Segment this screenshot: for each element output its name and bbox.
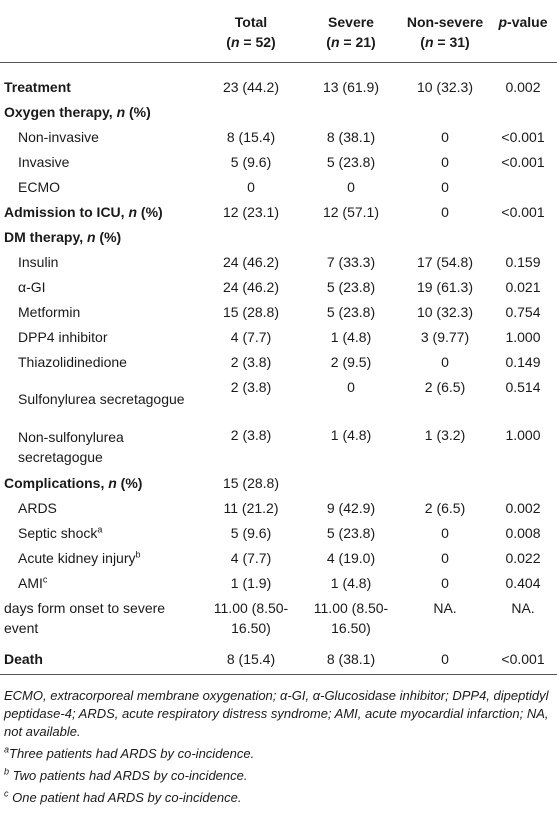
total-cell: 5 (9.6) [230, 525, 272, 541]
table-row [0, 175, 557, 200]
total-cell: 24 (46.2) [222, 279, 280, 295]
nonsevere-cell [401, 225, 489, 250]
severe-cell: 8 (38.1) [326, 650, 376, 667]
nonsevere-cell: 10 (32.3) [416, 304, 474, 320]
header-severe-title: Severe [328, 14, 374, 30]
nonsevere-cell: 0 [441, 650, 449, 667]
footnote-c [4, 789, 553, 807]
footnote-a [4, 745, 553, 763]
table-footnotes [0, 675, 557, 807]
row-label: ECMO [18, 179, 60, 195]
table-row [0, 471, 557, 496]
nonsevere-cell: 0 [441, 575, 449, 591]
pvalue-cell: 0.754 [505, 304, 541, 320]
table-body [0, 62, 557, 674]
table-row [0, 325, 557, 350]
footnote-a-text: Three patients had ARDS by co-incidence. [9, 745, 255, 761]
table-row [0, 225, 557, 250]
table-row [0, 375, 557, 423]
severe-cell [301, 471, 401, 496]
severe-cell: 0 [347, 378, 355, 395]
total-cell: 8 (15.4) [226, 129, 276, 145]
row-label: Complications, n (%) [4, 475, 143, 491]
header-severe [301, 0, 401, 62]
nonsevere-cell: 0 [441, 129, 449, 145]
header-nonsevere-n: (n = 31) [420, 34, 470, 50]
total-cell: 4 (7.7) [230, 550, 272, 566]
severe-cell: 1 (4.8) [330, 575, 372, 591]
table-row [0, 423, 557, 471]
severe-cell: 5 (23.8) [326, 279, 376, 295]
header-pvalue-title: p-value [498, 14, 548, 30]
severe-cell: 8 (38.1) [326, 129, 376, 145]
severe-cell [301, 100, 401, 125]
pvalue-cell [489, 471, 557, 496]
pvalue-cell: 0.021 [505, 279, 541, 295]
header-total-n: (n = 52) [226, 34, 276, 50]
row-label: Metformin [18, 304, 81, 320]
pvalue-cell: <0.001 [501, 129, 545, 145]
table-row [0, 300, 557, 325]
total-cell: 12 (23.1) [222, 204, 280, 220]
total-cell: 15 (28.8) [222, 475, 280, 491]
row-label: days form onset to severe event [4, 599, 166, 636]
total-cell: 2 (3.8) [230, 378, 272, 395]
pvalue-cell: <0.001 [501, 650, 545, 667]
severe-cell: 1 (4.8) [330, 426, 372, 443]
abbreviations-note: ECMO, extracorporeal membrane oxygenation; α-GI, α-Glucosidase inhibitor; DPP4, dipeptidyl peptidase-4; ARDS, acute respiratory distress syndrome; AMI, acute myocardial infarction; NA, not available. [4, 687, 549, 739]
header-row [0, 0, 557, 62]
pvalue-cell: 0.514 [505, 378, 541, 395]
table-row [0, 571, 557, 596]
pvalue-cell: 1.000 [505, 426, 541, 443]
total-cell: 8 (15.4) [226, 650, 276, 667]
nonsevere-cell [401, 471, 489, 496]
nonsevere-cell: NA. [433, 599, 457, 616]
severe-cell: 5 (23.8) [326, 525, 376, 541]
footnote-marker: a [97, 524, 103, 535]
table-row [0, 200, 557, 225]
severe-cell: 13 (61.9) [322, 79, 380, 95]
table-row [0, 644, 557, 675]
nonsevere-cell: 10 (32.3) [416, 79, 474, 95]
table-row [0, 150, 557, 175]
severe-cell: 9 (42.9) [326, 500, 376, 516]
footnote-marker: b [135, 549, 141, 560]
nonsevere-cell: 1 (3.2) [424, 426, 466, 443]
nonsevere-cell: 3 (9.77) [420, 329, 470, 345]
pvalue-cell: 0.002 [505, 500, 541, 516]
row-label: α-GI [18, 279, 46, 295]
table-row [0, 62, 557, 100]
nonsevere-cell: 0 [441, 550, 449, 566]
nonsevere-cell: 2 (6.5) [424, 378, 466, 395]
pvalue-cell: 0.149 [505, 354, 541, 370]
row-label: Acute kidney injury$^b$ [18, 549, 141, 566]
total-cell: 1 (1.9) [230, 575, 272, 591]
header-nonsevere [401, 0, 489, 62]
header-label-cell [0, 0, 201, 62]
header-total [201, 0, 301, 62]
total-cell: 4 (7.7) [230, 329, 272, 345]
table-row [0, 521, 557, 546]
severe-cell: 11.00 (8.50-16.50) [313, 599, 389, 636]
row-label: Oxygen therapy, n (%) [4, 104, 151, 120]
total-cell: 11.00 (8.50-16.50) [213, 599, 289, 636]
pvalue-cell: 0.404 [505, 575, 541, 591]
row-label: DPP4 inhibitor [18, 329, 108, 345]
row-label: Thiazolidinedione [18, 354, 127, 370]
pvalue-cell: 1.000 [505, 329, 541, 345]
row-label: ARDS [18, 500, 57, 516]
pvalue-cell [489, 175, 557, 200]
nonsevere-cell: 19 (61.3) [416, 279, 474, 295]
row-label: Sulfonylurea secretagogue [18, 390, 185, 407]
footnote-b [4, 767, 553, 785]
total-cell: 23 (44.2) [222, 79, 280, 95]
table-row [0, 350, 557, 375]
nonsevere-cell: 0 [441, 525, 449, 541]
row-label: Invasive [18, 154, 70, 170]
row-label: Septic shock$^a$ [18, 524, 103, 541]
row-label: Non-invasive [18, 129, 99, 145]
pvalue-cell: <0.001 [501, 154, 545, 170]
nonsevere-cell: 2 (6.5) [424, 500, 466, 516]
severe-cell: 1 (4.8) [330, 329, 372, 345]
row-label: Admission to ICU, n (%) [4, 204, 163, 220]
footnote-b-mark: b [4, 766, 10, 777]
severe-cell [301, 225, 401, 250]
total-cell: 11 (21.2) [223, 500, 279, 516]
nonsevere-cell: 0 [441, 204, 449, 220]
row-label: Death [4, 650, 43, 667]
severe-cell: 2 (9.5) [330, 354, 372, 370]
header-severe-n: (n = 21) [326, 34, 376, 50]
row-label: AMI$^c$ [18, 574, 48, 591]
footnote-marker: c [42, 574, 48, 585]
table-row [0, 250, 557, 275]
footnote-c-mark: c [4, 788, 9, 799]
severe-cell: 5 (23.8) [326, 304, 376, 320]
total-cell: 15 (28.8) [222, 304, 280, 320]
footnote-a-mark: a [4, 744, 10, 755]
table-row [0, 546, 557, 571]
total-cell: 2 (3.8) [230, 426, 272, 443]
severe-cell: 0 [347, 179, 355, 195]
pvalue-cell: 0.008 [505, 525, 541, 541]
footnote-c-text: One patient had ARDS by co-incidence. [12, 789, 242, 805]
pvalue-cell [489, 100, 557, 125]
row-label: Non-sulfonylurea secretagogue [18, 428, 124, 465]
nonsevere-cell: 0 [441, 154, 449, 170]
nonsevere-cell: 17 (54.8) [416, 254, 474, 270]
pvalue-cell: 0.022 [505, 550, 541, 566]
pvalue-cell: <0.001 [501, 204, 545, 220]
header-nonsevere-title: Non-severe [406, 14, 484, 30]
nonsevere-cell [401, 100, 489, 125]
row-label: DM therapy, n (%) [4, 229, 122, 245]
footnote-b-text: Two patients had ARDS by co-incidence. [12, 767, 248, 783]
total-cell: 5 (9.6) [230, 154, 272, 170]
total-cell: 2 (3.8) [230, 354, 272, 370]
total-cell: 24 (46.2) [222, 254, 280, 270]
total-cell [201, 100, 301, 125]
row-label: Treatment [4, 79, 71, 95]
nonsevere-cell: 0 [441, 179, 449, 195]
header-pvalue [489, 0, 557, 62]
table-row [0, 275, 557, 300]
total-cell: 0 [247, 179, 255, 195]
total-cell [201, 225, 301, 250]
pvalue-cell: 0.002 [505, 79, 541, 95]
pvalue-cell: NA. [511, 599, 535, 616]
header-total-title: Total [234, 14, 268, 30]
row-label: Insulin [18, 254, 59, 270]
nonsevere-cell: 0 [441, 354, 449, 370]
table-row [0, 496, 557, 521]
severe-cell: 12 (57.1) [322, 204, 380, 220]
pvalue-cell: 0.159 [505, 254, 541, 270]
table-row [0, 100, 557, 125]
severe-cell: 5 (23.8) [326, 154, 376, 170]
table-row [0, 125, 557, 150]
severe-cell: 4 (19.0) [326, 550, 376, 566]
severe-cell: 7 (33.3) [326, 254, 376, 270]
table-row [0, 596, 557, 644]
pvalue-cell [489, 225, 557, 250]
